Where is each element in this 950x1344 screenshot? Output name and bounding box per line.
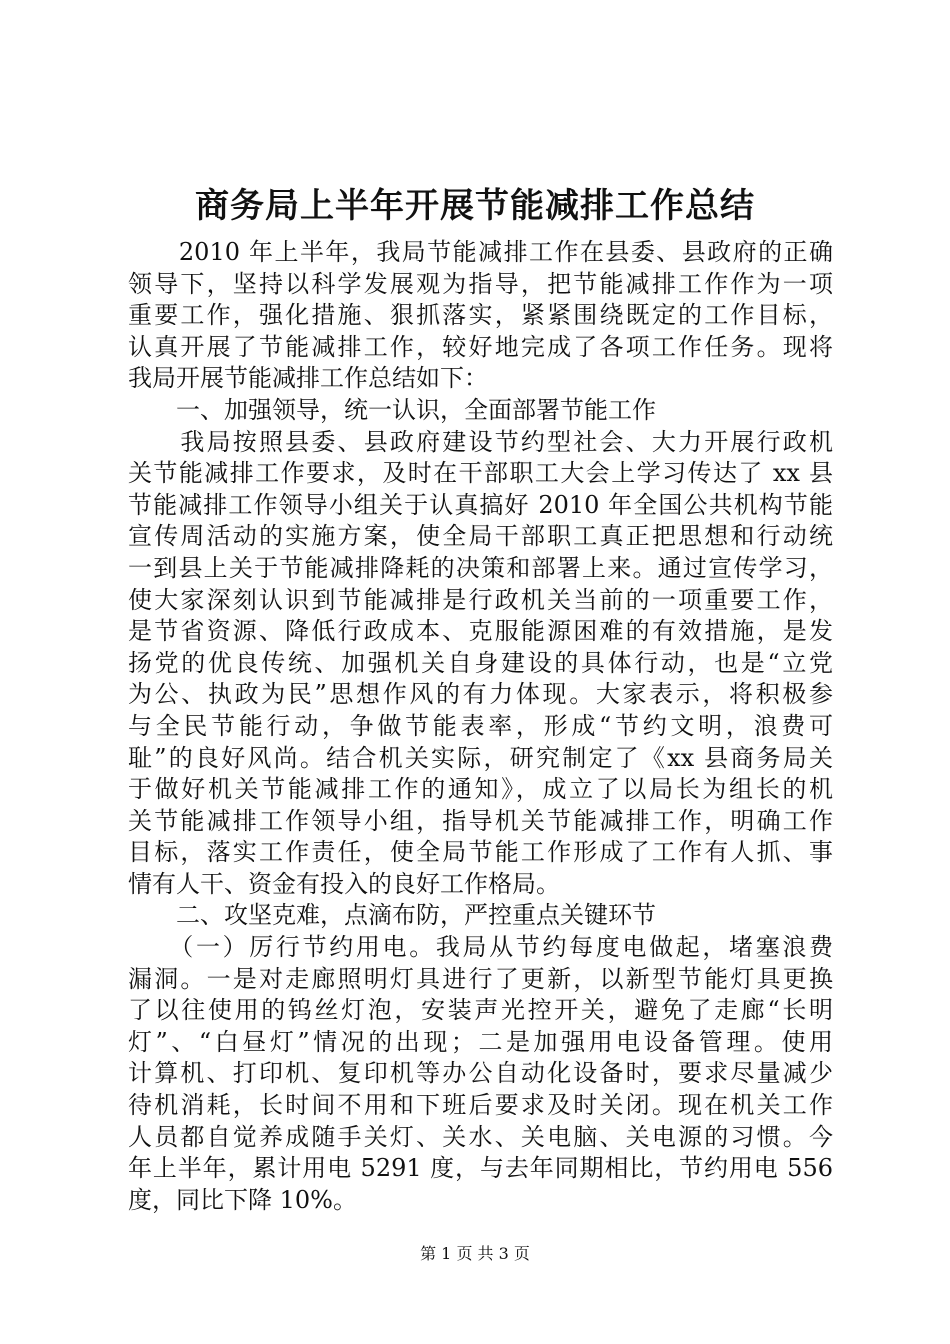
body-line: 重要工作，强化措施、狠抓落实，紧紧围绕既定的工作目标， — [128, 301, 833, 330]
body-line: （一）厉行节约用电。我局从节约每度电做起，堵塞浪费 — [128, 933, 833, 962]
body-line: 宣传周活动的实施方案，使全局干部职工真正把思想和行动统 — [128, 522, 833, 551]
page-number-footer: 第 1 页 共 3 页 — [420, 1244, 530, 1263]
section-heading-1: 一、加强领导，统一认识，全面部署节能工作 — [128, 395, 656, 424]
body-line: 情有人干、资金有投入的良好工作格局。 — [128, 869, 560, 898]
body-line: 灯”、“白昼灯”情况的出现；二是加强用电设备管理。使用 — [128, 1027, 833, 1056]
body-line: 年上半年，累计用电 5291 度，与去年同期相比，节约用电 556 — [128, 1154, 833, 1183]
body-line: 是节省资源、降低行政成本、克服能源困难的有效措施，是发 — [128, 617, 833, 646]
body-line: 漏洞。一是对走廊照明灯具进行了更新，以新型节能灯具更换 — [128, 964, 833, 993]
body-line: 节能减排工作领导小组关于认真搞好 2010 年全国公共机构节能 — [128, 490, 833, 519]
document-body — [128, 237, 833, 1216]
body-line: 目标，落实工作责任，使全局节能工作形成了工作有人抓、事 — [128, 838, 833, 867]
body-line: 于做好机关节能减排工作的通知》，成立了以局长为组长的机 — [128, 775, 833, 804]
body-line: 我局开展节能减排工作总结如下： — [128, 364, 488, 393]
section-heading-2: 二、攻坚克难，点滴布防，严控重点关键环节 — [128, 901, 656, 930]
body-line: 关节能减排工作要求，及时在干部职工大会上学习传达了 xx 县 — [128, 459, 833, 488]
body-line: 待机消耗，长时间不用和下班后要求及时关闭。现在机关工作 — [128, 1091, 833, 1120]
body-line: 扬党的优良传统、加强机关自身建设的具体行动，也是“立党 — [128, 648, 833, 677]
body-line: 认真开展了节能减排工作，较好地完成了各项工作任务。现将 — [128, 332, 833, 361]
body-line: 关节能减排工作领导小组，指导机关节能减排工作，明确工作 — [128, 806, 833, 835]
body-line: 一到县上关于节能减排降耗的决策和部署上来。通过宣传学习， — [128, 553, 833, 582]
body-line: 计算机、打印机、复印机等办公自动化设备时，要求尽量减少 — [128, 1059, 833, 1088]
body-line: 耻”的良好风尚。结合机关实际，研究制定了《xx 县商务局关 — [128, 743, 833, 772]
body-line: 使大家深刻认识到节能减排是行政机关当前的一项重要工作， — [128, 585, 833, 614]
body-line: 领导下，坚持以科学发展观为指导，把节能减排工作作为一项 — [128, 269, 833, 298]
body-line: 人员都自觉养成随手关灯、关水、关电脑、关电源的习惯。今 — [128, 1122, 833, 1151]
body-line: 度，同比下降 10%。 — [128, 1185, 357, 1214]
body-line: 与全民节能行动，争做节能表率，形成“节约文明，浪费可 — [128, 711, 833, 740]
body-line: 我局按照县委、县政府建设节约型社会、大力开展行政机 — [128, 427, 833, 456]
body-line: 为公、执政为民”思想作风的有力体现。大家表示，将积极参 — [128, 680, 833, 709]
body-line: 了以往使用的钨丝灯泡，安装声光控开关，避免了走廊“长明 — [128, 996, 833, 1025]
document-title: 商务局上半年开展节能减排工作总结 — [195, 186, 755, 226]
body-line: 2010 年上半年，我局节能减排工作在县委、县政府的正确 — [128, 238, 833, 266]
